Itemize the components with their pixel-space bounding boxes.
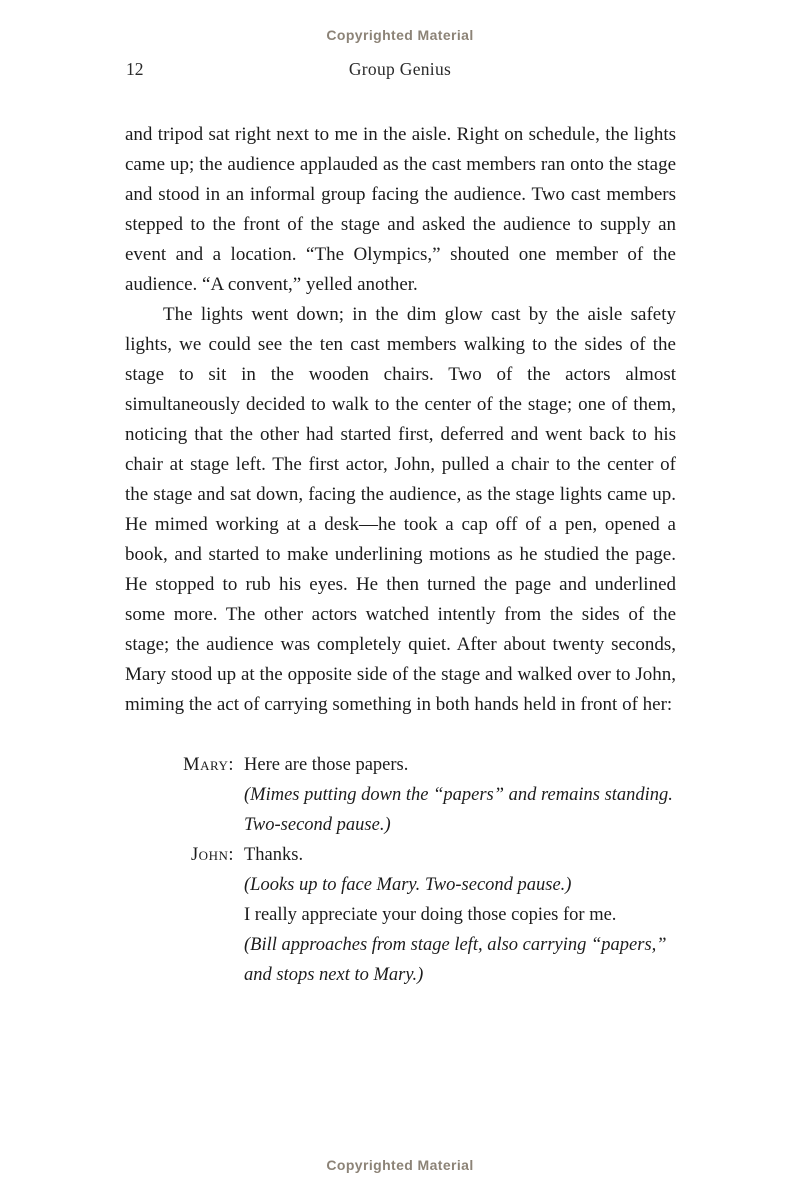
speaker-label: Mary: xyxy=(183,755,234,775)
dialogue-text: I really appreciate your doing those copies for me. xyxy=(244,905,617,925)
copyright-notice-bottom: Copyrighted Material xyxy=(326,1157,474,1173)
running-header-title: Group Genius xyxy=(348,59,452,79)
dialogue-line xyxy=(170,930,676,990)
page-number: 12 xyxy=(126,59,144,79)
dialogue-text: Here are those papers. xyxy=(244,755,409,775)
speaker-label: John: xyxy=(190,845,234,865)
dialogue-line xyxy=(170,870,676,900)
paragraph: and tripod sat right next to me in the aisle. Right on schedule, the lights came up; the audience applauded as the cast members ran onto the stage and stood in an informal group facing the audience. Two cast members stepped to the front of the stage and asked the audience to supply an event and a location. “The Olympics,” shouted one member of the audience. “A convent,” yelled another. xyxy=(125,124,676,295)
copyright-notice-top: Copyrighted Material xyxy=(326,27,474,43)
dialogue-line xyxy=(170,840,676,870)
stage-direction: (Mimes putting down the “papers” and remains standing. Two-second pause.) xyxy=(244,785,673,835)
page-header xyxy=(0,59,800,83)
speaker-label xyxy=(170,870,234,900)
speaker-label xyxy=(170,900,234,930)
speaker-label xyxy=(170,930,234,990)
speaker-label xyxy=(170,780,234,840)
stage-direction: (Bill approaches from stage left, also carrying “papers,” and stops next to Mary.) xyxy=(244,935,667,985)
dialogue-block xyxy=(170,750,676,990)
paragraph: The lights went down; in the dim glow cast by the aisle safety lights, we could see the ten cast members walking to the sides of the stage to sit in the wooden chairs. Two of the actors almost simultaneously decided to walk to the center of the stage; one of them, noticing that the other had started first, deferred and went back to his chair at stage left. The first actor, John, pulled a chair to the center of the stage and sat down, facing the audience, as the stage lights came up. He mimed working at a desk—he took a cap off of a pen, opened a book, and started to make underlining motions as he studied the page. He stopped to rub his eyes. He then turned the page and underlined some more. The other actors watched intently from the sides of the stage; the audience was completely quiet. After about twenty seconds, Mary stood up at the opposite side of the stage and walked over to John, miming the act of carrying something in both hands held in front of her: xyxy=(125,304,676,715)
stage-direction: (Looks up to face Mary. Two-second pause.) xyxy=(244,875,572,895)
body-text xyxy=(125,120,676,990)
dialogue-line xyxy=(170,750,676,780)
dialogue-line xyxy=(170,780,676,840)
dialogue-line xyxy=(170,900,676,930)
dialogue-text: Thanks. xyxy=(244,845,304,865)
